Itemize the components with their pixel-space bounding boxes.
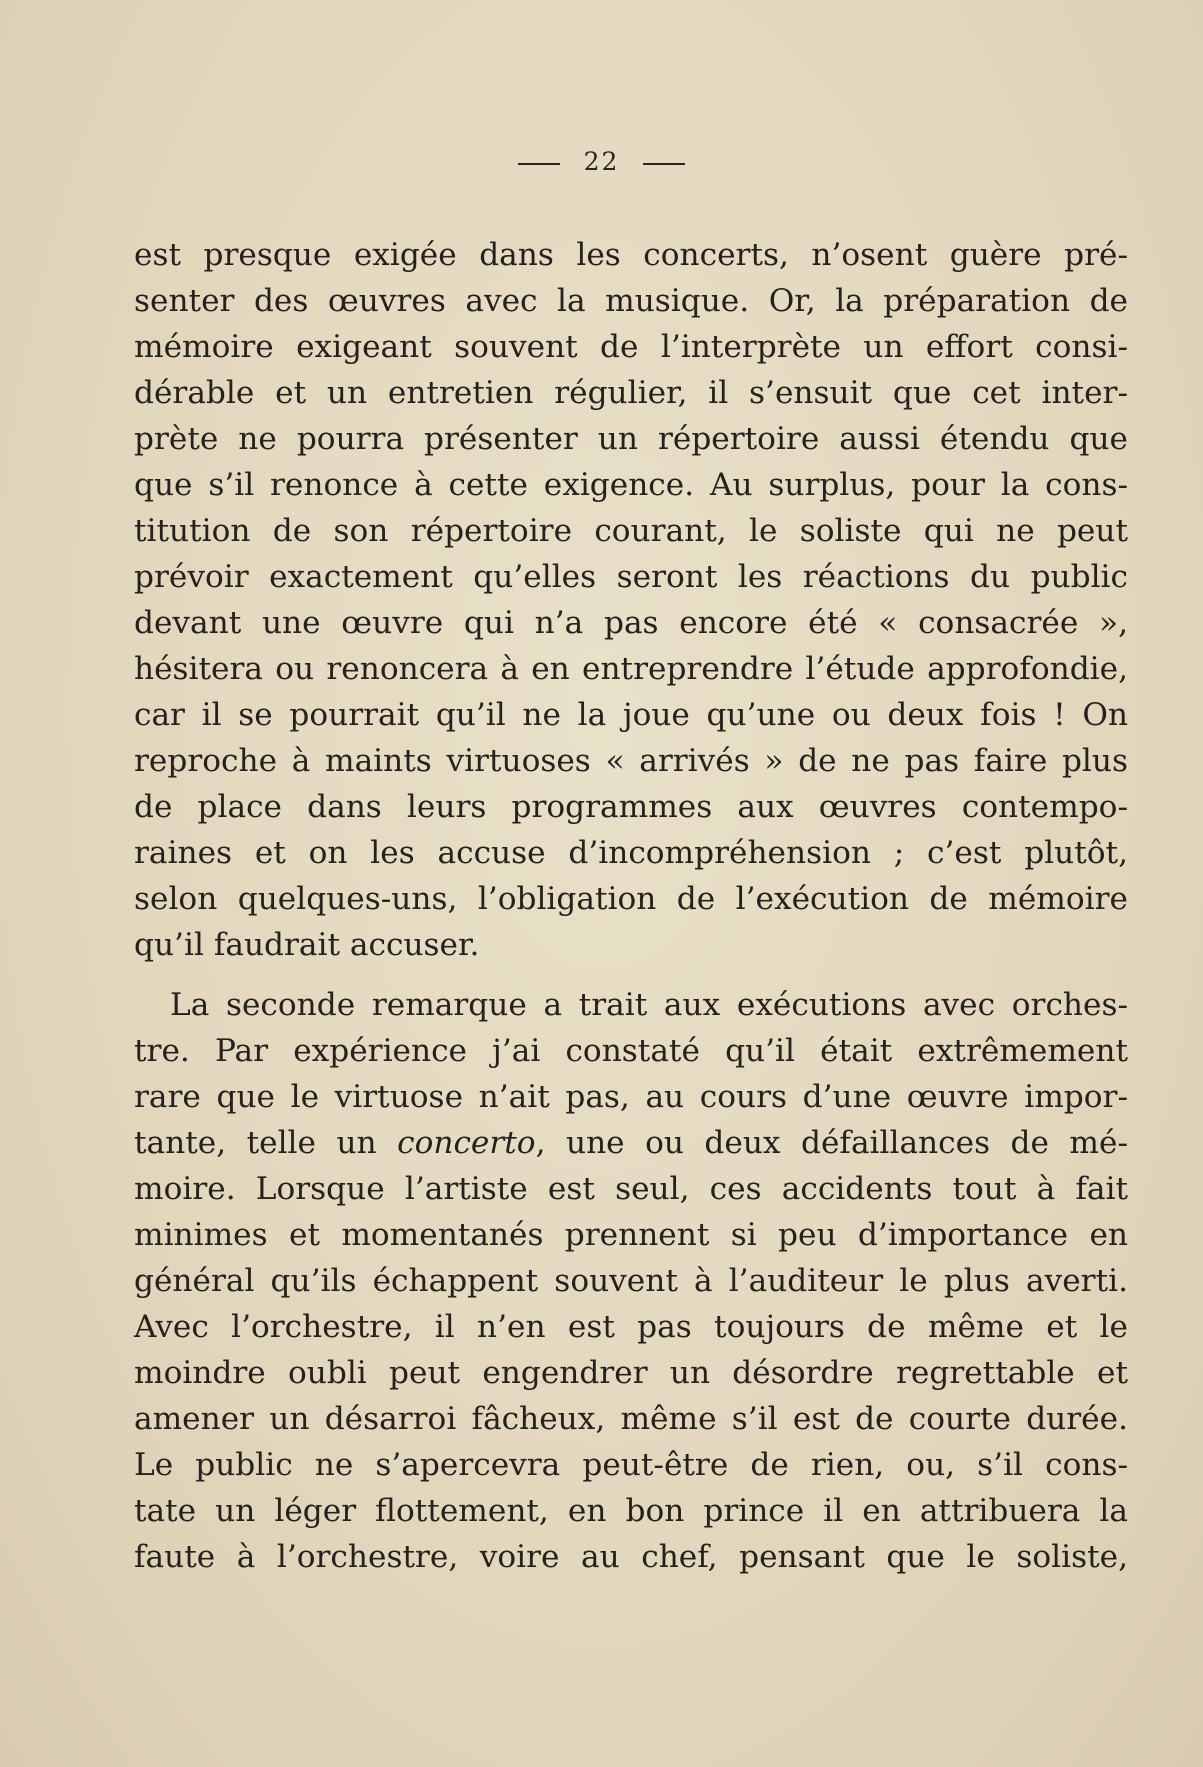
text-line: moire. Lorsque l’artiste est seul, ces accidents tout à fait — [134, 1171, 1128, 1207]
text-line: tate un léger flottement, en bon prince il en attribuera la — [134, 1493, 1128, 1529]
text-line: reproche à maints virtuoses « arrivés » de ne pas faire plus — [134, 743, 1128, 779]
text-line: tre. Par expérience j’ai constaté qu’il était extrêmement — [134, 1033, 1128, 1069]
text-line: qu’il faudrait accuser. — [134, 927, 480, 963]
body-text — [134, 232, 1128, 1580]
text-line: prète ne pourra présenter un répertoire aussi étendu que — [134, 421, 1128, 457]
text-segment: tante, telle un — [134, 1125, 398, 1161]
text-line: La seconde remarque a trait aux exécutions avec orches- — [170, 987, 1128, 1023]
paragraph-2 — [134, 982, 1128, 1580]
page-number: 22 — [583, 147, 620, 176]
text-line: de place dans leurs programmes aux œuvres contempo- — [134, 789, 1128, 825]
text-line: rare que le virtuose n’ait pas, au cours d’une œuvre impor- — [134, 1079, 1128, 1115]
text-line: dérable et un entretien régulier, il s’ensuit que cet inter- — [134, 375, 1128, 411]
text-line: moindre oubli peut engendrer un désordre regrettable et — [134, 1355, 1128, 1391]
text-line: faute à l’orchestre, voire au chef, pensant que le soliste, — [134, 1539, 1128, 1575]
text-line: mémoire exigeant souvent de l’interprète un effort consi- — [134, 329, 1128, 365]
text-line: est presque exigée dans les concerts, n’osent guère pré- — [134, 237, 1128, 273]
paragraph-1 — [134, 232, 1128, 968]
text-line-mixed — [134, 1120, 1128, 1166]
text-line: titution de son répertoire courant, le soliste qui ne peut — [134, 513, 1128, 549]
header-dash-left — [518, 163, 560, 165]
text-line: amener un désarroi fâcheux, même s’il est de courte durée. — [134, 1401, 1128, 1437]
text-line: prévoir exactement qu’elles seront les réactions du public — [134, 559, 1128, 595]
text-line: que s’il renonce à cette exigence. Au surplus, pour la cons- — [134, 467, 1128, 503]
text-line: selon quelques-uns, l’obligation de l’exécution de mémoire — [134, 881, 1128, 917]
text-line: car il se pourrait qu’il ne la joue qu’une ou deux fois ! On — [134, 697, 1128, 733]
text-line: Avec l’orchestre, il n’en est pas toujours de même et le — [134, 1309, 1128, 1345]
text-line: hésitera ou renoncera à en entreprendre l’étude approfondie, — [134, 651, 1128, 687]
italic-term: concerto — [397, 1125, 536, 1161]
text-line: senter des œuvres avec la musique. Or, la préparation de — [134, 283, 1128, 319]
text-line: Le public ne s’apercevra peut-être de rien, ou, s’il cons- — [134, 1447, 1128, 1483]
header-dash-right — [643, 163, 685, 165]
text-line: général qu’ils échappent souvent à l’auditeur le plus averti. — [134, 1263, 1128, 1299]
page-header — [0, 147, 1203, 176]
text-line: minimes et momentanés prennent si peu d’importance en — [134, 1217, 1128, 1253]
text-line: devant une œuvre qui n’a pas encore été « consacrée », — [134, 605, 1128, 641]
text-line: raines et on les accuse d’incompréhension ; c’est plutôt, — [134, 835, 1128, 871]
text-segment: , une ou deux défaillances de mé- — [535, 1125, 1128, 1161]
